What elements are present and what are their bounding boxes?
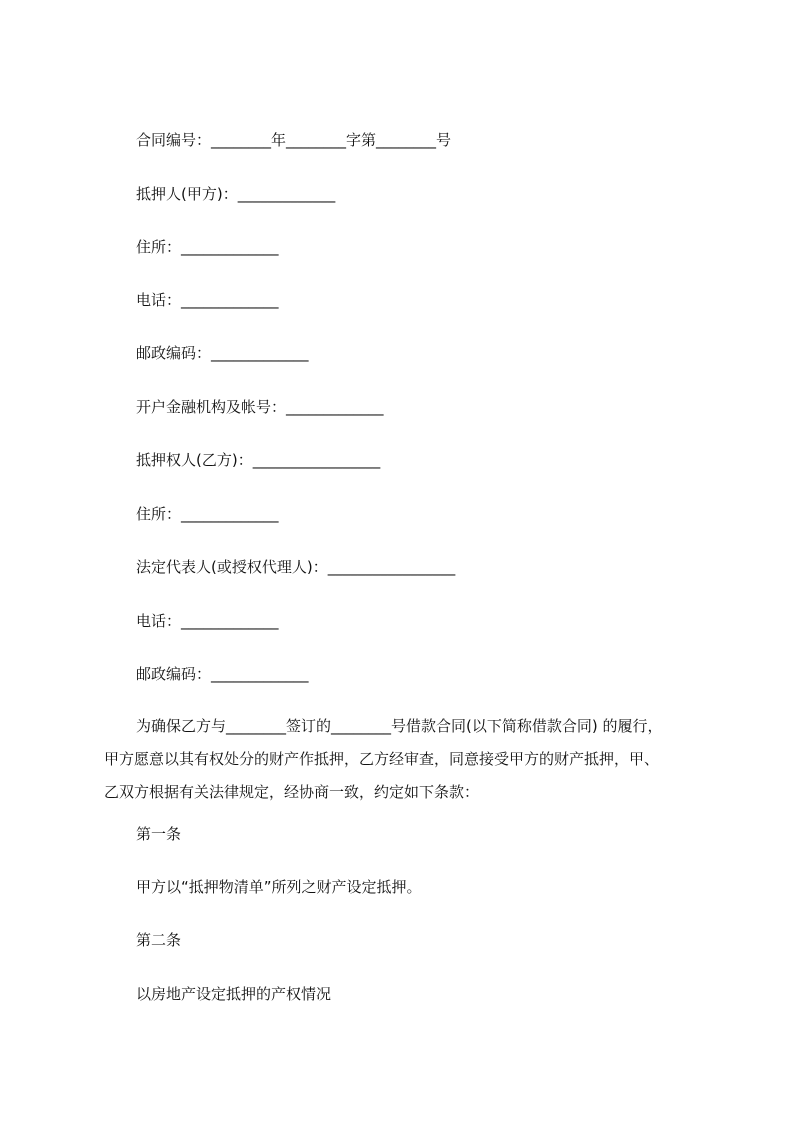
article-2-title: 第二条 bbox=[136, 931, 182, 949]
mortgagor-line: 抵押人(甲方)：_____________ bbox=[136, 185, 336, 203]
preamble-line-3: 乙双方根据有关法律规定，经协商一致，约定如下条款： bbox=[104, 783, 480, 801]
mortgagee-line: 抵押权人(乙方)：_________________ bbox=[136, 451, 381, 469]
mortgagee-postal-code-line: 邮政编码：_____________ bbox=[136, 665, 309, 683]
mortgagor-address-line: 住所：_____________ bbox=[136, 238, 279, 256]
preamble-line-2: 甲方愿意以其有权处分的财产作抵押，乙方经审查，同意接受甲方的财产抵押，甲、 bbox=[104, 750, 660, 768]
preamble-line-1: 为确保乙方与________签订的________号借款合同(以下简称借款合同) 的履行， bbox=[136, 717, 663, 735]
bank-account-line: 开户金融机构及帐号：_____________ bbox=[136, 398, 384, 416]
preamble-paragraph bbox=[104, 715, 704, 814]
contract-number-line: 合同编号：________年________字第________号 bbox=[136, 131, 452, 149]
mortgagee-phone-line: 电话：_____________ bbox=[136, 612, 279, 630]
article-1-text: 甲方以“抵押物清单”所列之财产设定抵押。 bbox=[136, 878, 422, 896]
mortgagee-address-line: 住所：_____________ bbox=[136, 505, 279, 523]
article-2-text: 以房地产设定抵押的产权情况 bbox=[136, 985, 332, 1003]
legal-representative-line: 法定代表人(或授权代理人)：_________________ bbox=[136, 558, 456, 576]
mortgagor-phone-line: 电话：_____________ bbox=[136, 291, 279, 309]
article-1-title: 第一条 bbox=[136, 825, 182, 843]
mortgagor-postal-code-line: 邮政编码：_____________ bbox=[136, 344, 309, 362]
